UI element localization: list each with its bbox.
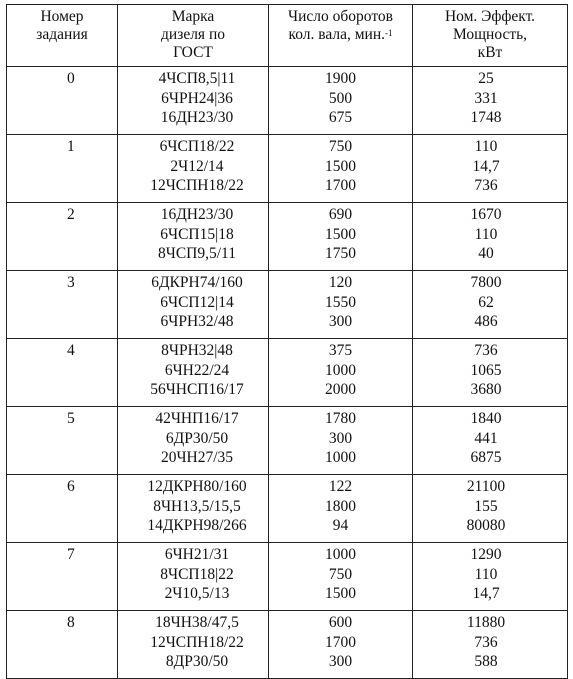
engine-brand: 12ЧСПН18/22 [150,177,244,194]
rated-power: 6875 [470,449,502,466]
engine-brand: 6ЧН21/31 [164,546,230,563]
engine-brand-cell [118,135,269,203]
engine-brand: 8ЧСП18|22 [160,565,234,583]
rated-power: 331 [474,89,498,107]
task-number: 4 [7,339,118,407]
shaft-rpm-cell [269,475,413,543]
rated-power-cell [413,543,568,611]
shaft-rpm: 1780 [325,410,356,427]
rated-power: 155 [474,497,498,515]
shaft-rpm-cell [269,407,413,475]
engine-brand: 18ЧН38/47,5 [155,614,239,631]
engine-brand: 6ДКРН74/160 [151,274,243,291]
shaft-rpm: 675 [328,109,353,126]
shaft-rpm: 1000 [325,361,356,379]
engine-brand: 2Ч12/14 [170,157,224,175]
rated-power-cell [413,407,568,475]
rated-power: 110 [474,138,498,155]
shaft-rpm-cell [269,543,413,611]
rated-power-cell [413,135,568,203]
shaft-rpm-cell [269,271,413,339]
shaft-rpm: 120 [328,274,353,291]
rated-power: 21100 [466,478,506,495]
task-number: 3 [7,271,118,339]
shaft-rpm: 1700 [325,633,356,651]
engine-brand: 6ЧН22/24 [164,361,230,379]
shaft-rpm: 300 [328,313,353,330]
engine-brand: 8ЧРН32|48 [161,342,233,359]
task-group-row [7,543,568,611]
rated-power: 80080 [466,517,506,534]
task-group-row [7,203,568,271]
shaft-rpm: 750 [328,565,353,583]
rated-power: 736 [474,177,498,194]
task-number: 1 [7,135,118,203]
rated-power: 25 [478,70,494,87]
task-group-row [7,407,568,475]
shaft-rpm: 750 [328,138,353,155]
rated-power-cell [413,271,568,339]
engine-brand-cell [118,203,269,271]
header-task: Номер задания [7,5,118,67]
shaft-rpm: 600 [328,614,353,631]
shaft-rpm-cell [269,611,413,679]
shaft-rpm: 1750 [325,245,356,262]
task-group-row [7,271,568,339]
rated-power: 1290 [470,546,502,563]
rated-power: 1748 [470,109,502,126]
rated-power: 736 [474,342,498,359]
rated-power: 736 [474,633,498,651]
rated-power-cell [413,475,568,543]
engine-brand: 6ЧРН24|36 [161,89,233,107]
rated-power: 3680 [470,381,502,398]
shaft-rpm: 1500 [325,157,356,175]
rated-power: 1065 [470,361,502,379]
task-group-row [7,475,568,543]
task-group-row [7,611,568,679]
shaft-rpm: 122 [328,478,353,495]
shaft-rpm: 2000 [325,381,356,398]
engine-brand-cell [118,475,269,543]
header-row [7,5,568,67]
shaft-rpm: 300 [328,653,353,670]
shaft-rpm: 1500 [325,225,356,243]
task-number: 0 [7,67,118,135]
shaft-rpm: 690 [328,206,353,223]
engine-brand: 8ДР30/50 [165,653,229,670]
shaft-rpm: 1700 [325,177,356,194]
task-number: 6 [7,475,118,543]
engine-brand: 12ДКРН80/160 [147,478,247,495]
task-number: 2 [7,203,118,271]
engine-brand: 20ЧН27/35 [160,449,234,466]
rated-power: 588 [474,653,498,670]
shaft-rpm: 1000 [325,449,356,466]
shaft-rpm: 94 [332,517,349,534]
rated-power-cell [413,203,568,271]
shaft-rpm-cell [269,67,413,135]
engine-brand: 14ДКРН98/266 [147,517,247,534]
task-number: 5 [7,407,118,475]
engine-brand-cell [118,611,269,679]
engine-brand: 12ЧСПН18/22 [150,633,244,651]
engine-brand: 2Ч10,5/13 [164,585,230,602]
rated-power-cell [413,67,568,135]
rated-power: 110 [474,565,498,583]
shaft-rpm-cell [269,135,413,203]
table-body [7,67,568,679]
shaft-rpm: 1550 [325,293,356,311]
shaft-rpm: 1900 [325,70,356,87]
engine-brand: 42ЧНП16/17 [155,410,239,427]
rated-power: 62 [478,293,494,311]
rated-power: 14,7 [472,157,500,175]
rated-power-cell [413,339,568,407]
engine-brand: 6ЧСП18/22 [159,138,235,155]
engine-brand: 6ЧСП12|14 [160,293,234,311]
engine-brand-cell [118,271,269,339]
rated-power: 14,7 [472,585,500,602]
shaft-rpm: 500 [328,89,353,107]
rated-power: 11880 [466,614,506,631]
engine-brand: 16ДН23/30 [160,206,234,223]
engine-brand-cell [118,67,269,135]
rated-power: 1670 [470,206,502,223]
task-group-row [7,135,568,203]
diesel-table [6,4,568,679]
rated-power: 40 [478,245,494,262]
rated-power: 110 [474,225,498,243]
engine-brand: 4ЧСП8,5|11 [158,70,236,87]
shaft-rpm-cell [269,203,413,271]
engine-brand-cell [118,543,269,611]
engine-brand: 6ДР30/50 [165,429,229,447]
task-number: 7 [7,543,118,611]
engine-brand: 16ДН23/30 [160,109,234,126]
rated-power: 486 [474,313,498,330]
rated-power: 7800 [470,274,502,291]
shaft-rpm: 1500 [325,585,356,602]
engine-brand: 56ЧНСП16/17 [150,381,244,398]
shaft-rpm: 300 [328,429,353,447]
shaft-rpm-cell [269,339,413,407]
shaft-rpm: 1000 [325,546,356,563]
engine-brand: 6ЧРН32/48 [160,313,234,330]
task-group-row [7,67,568,135]
header-rpm: Число оборотов кол. вала, мин.$^{-1}$ [269,5,413,67]
engine-brand: 8ЧН13,5/15,5 [153,497,241,515]
header-brand: Марка дизеля по ГОСТ [118,5,269,67]
shaft-rpm: 375 [328,342,353,359]
header-power: Ном. Эффект. Мощность, кВт [413,5,568,67]
task-group-row [7,339,568,407]
engine-brand: 6ЧСП15|18 [160,225,234,243]
document-sheet [6,4,567,670]
rated-power-cell [413,611,568,679]
rated-power: 1840 [470,410,502,427]
task-number: 8 [7,611,118,679]
engine-brand-cell [118,407,269,475]
shaft-rpm: 1800 [325,497,356,515]
engine-brand: 8ЧСП9,5/11 [158,245,236,262]
engine-brand-cell [118,339,269,407]
rated-power: 441 [474,429,498,447]
